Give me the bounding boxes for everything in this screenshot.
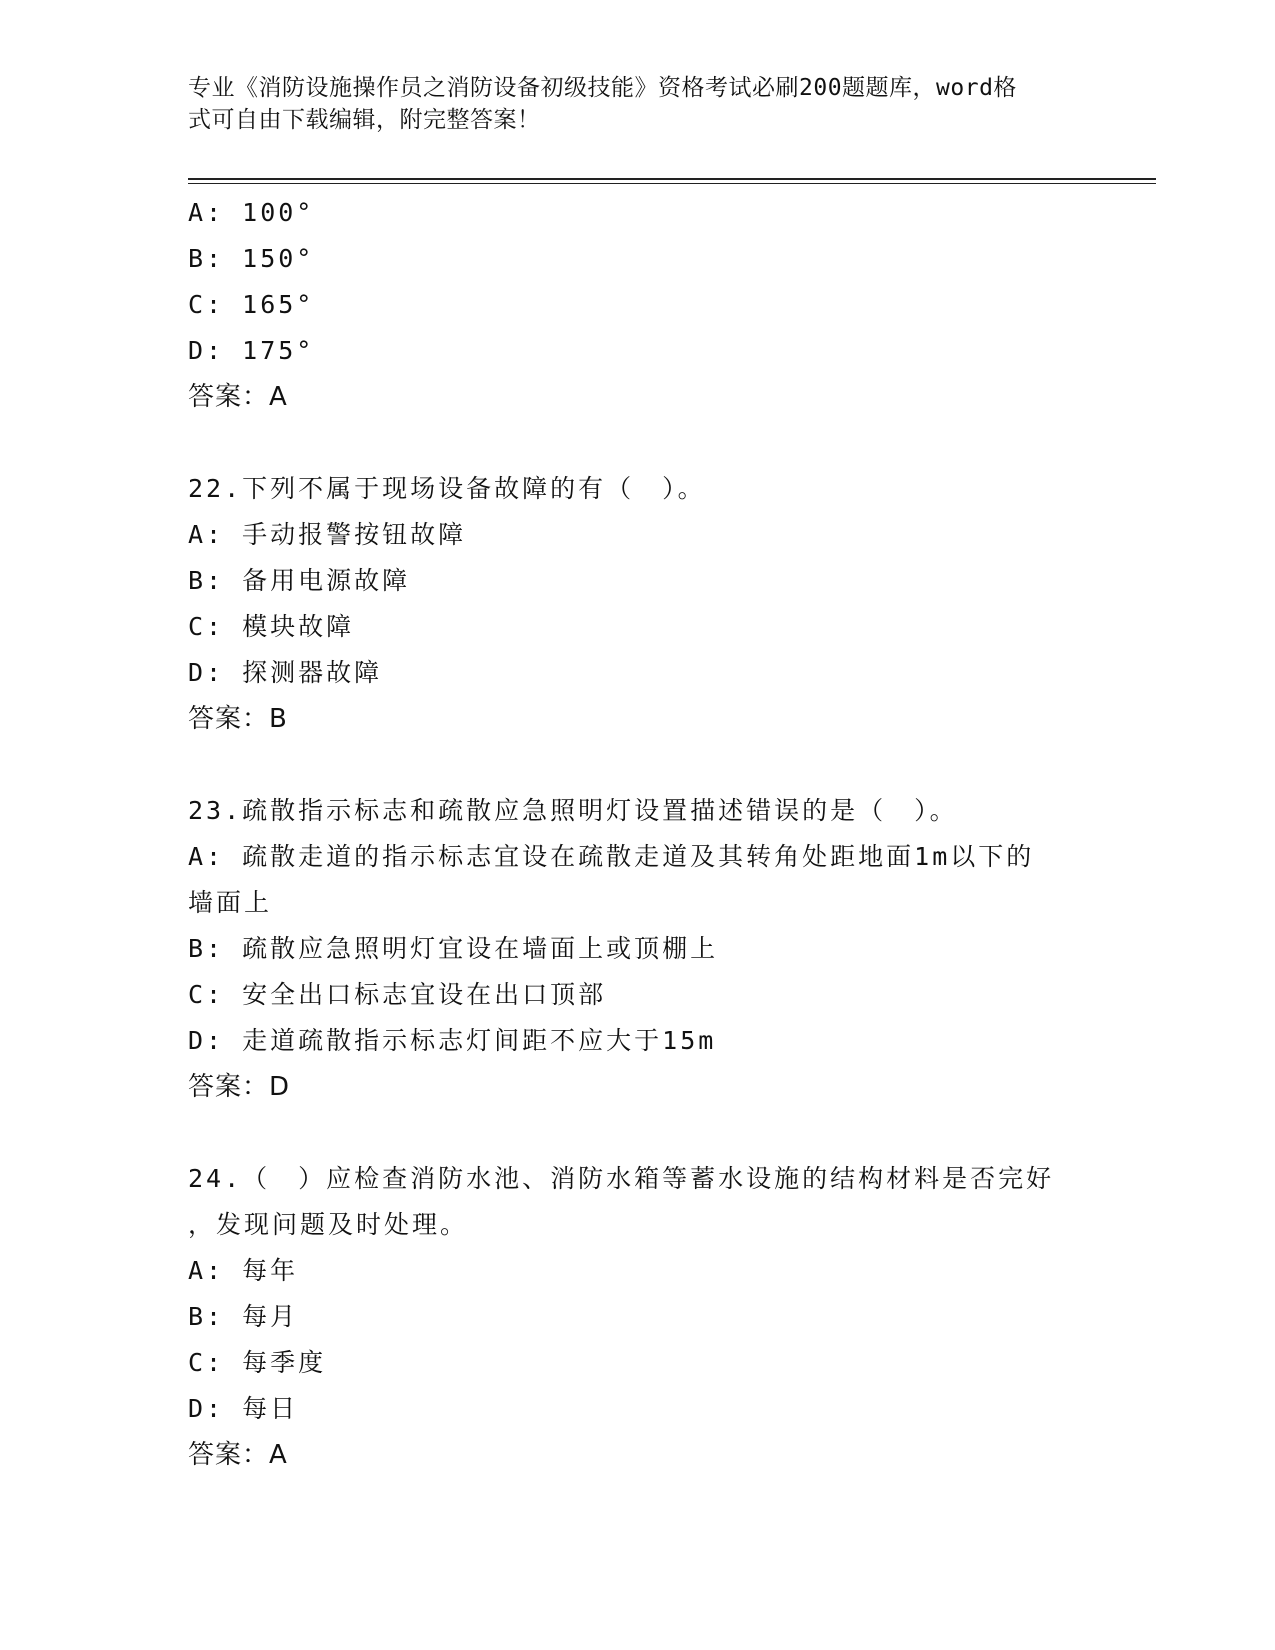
option-b: B: 疏散应急照明灯宜设在墙面上或顶棚上 [188, 934, 719, 963]
option-b: B: 每月 [188, 1302, 299, 1331]
option-d: D: 探测器故障 [188, 658, 383, 687]
header-divider [188, 178, 1156, 184]
document-header [188, 72, 1068, 136]
option-b: B: 150° [188, 244, 315, 273]
header-line-1: 专业《消防设施操作员之消防设备初级技能》资格考试必刷200题题库，word格 [188, 75, 1017, 101]
option-d: D: 每日 [188, 1394, 299, 1423]
answer: 答案：A [188, 1440, 288, 1470]
question-22 [188, 466, 1088, 742]
question-title: 23.疏散指示标志和疏散应急照明灯设置描述错误的是（ ）。 [188, 796, 958, 825]
question-23 [188, 788, 1088, 1110]
question-21 [188, 190, 1088, 420]
option-c: C: 每季度 [188, 1348, 327, 1377]
answer: 答案：A [188, 382, 288, 412]
option-d: D: 175° [188, 336, 315, 365]
question-title-line-1: 24.（ ）应检查消防水池、消防水箱等蓄水设施的结构材料是否完好 [188, 1164, 1055, 1193]
option-c: C: 模块故障 [188, 612, 355, 641]
option-c: C: 安全出口标志宜设在出口顶部 [188, 980, 607, 1009]
option-c: C: 165° [188, 290, 315, 319]
answer: 答案：D [188, 1072, 291, 1102]
option-a: A: 100° [188, 198, 315, 227]
question-title: 22.下列不属于现场设备故障的有（ ）。 [188, 474, 706, 503]
answer: 答案：B [188, 704, 288, 734]
option-a: A: 每年 [188, 1256, 299, 1285]
question-24 [188, 1156, 1088, 1478]
question-content [188, 190, 1088, 1478]
option-a-line-1: A: 疏散走道的指示标志宜设在疏散走道及其转角处距地面1m以下的 [188, 842, 1035, 871]
question-title-line-2: ，发现问题及时处理。 [188, 1210, 469, 1239]
option-a-line-2: 墙面上 [188, 888, 273, 917]
option-b: B: 备用电源故障 [188, 566, 411, 595]
option-a: A: 手动报警按钮故障 [188, 520, 467, 549]
option-d: D: 走道疏散指示标志灯间距不应大于15m [188, 1026, 717, 1055]
header-line-2: 式可自由下载编辑，附完整答案！ [188, 107, 541, 133]
